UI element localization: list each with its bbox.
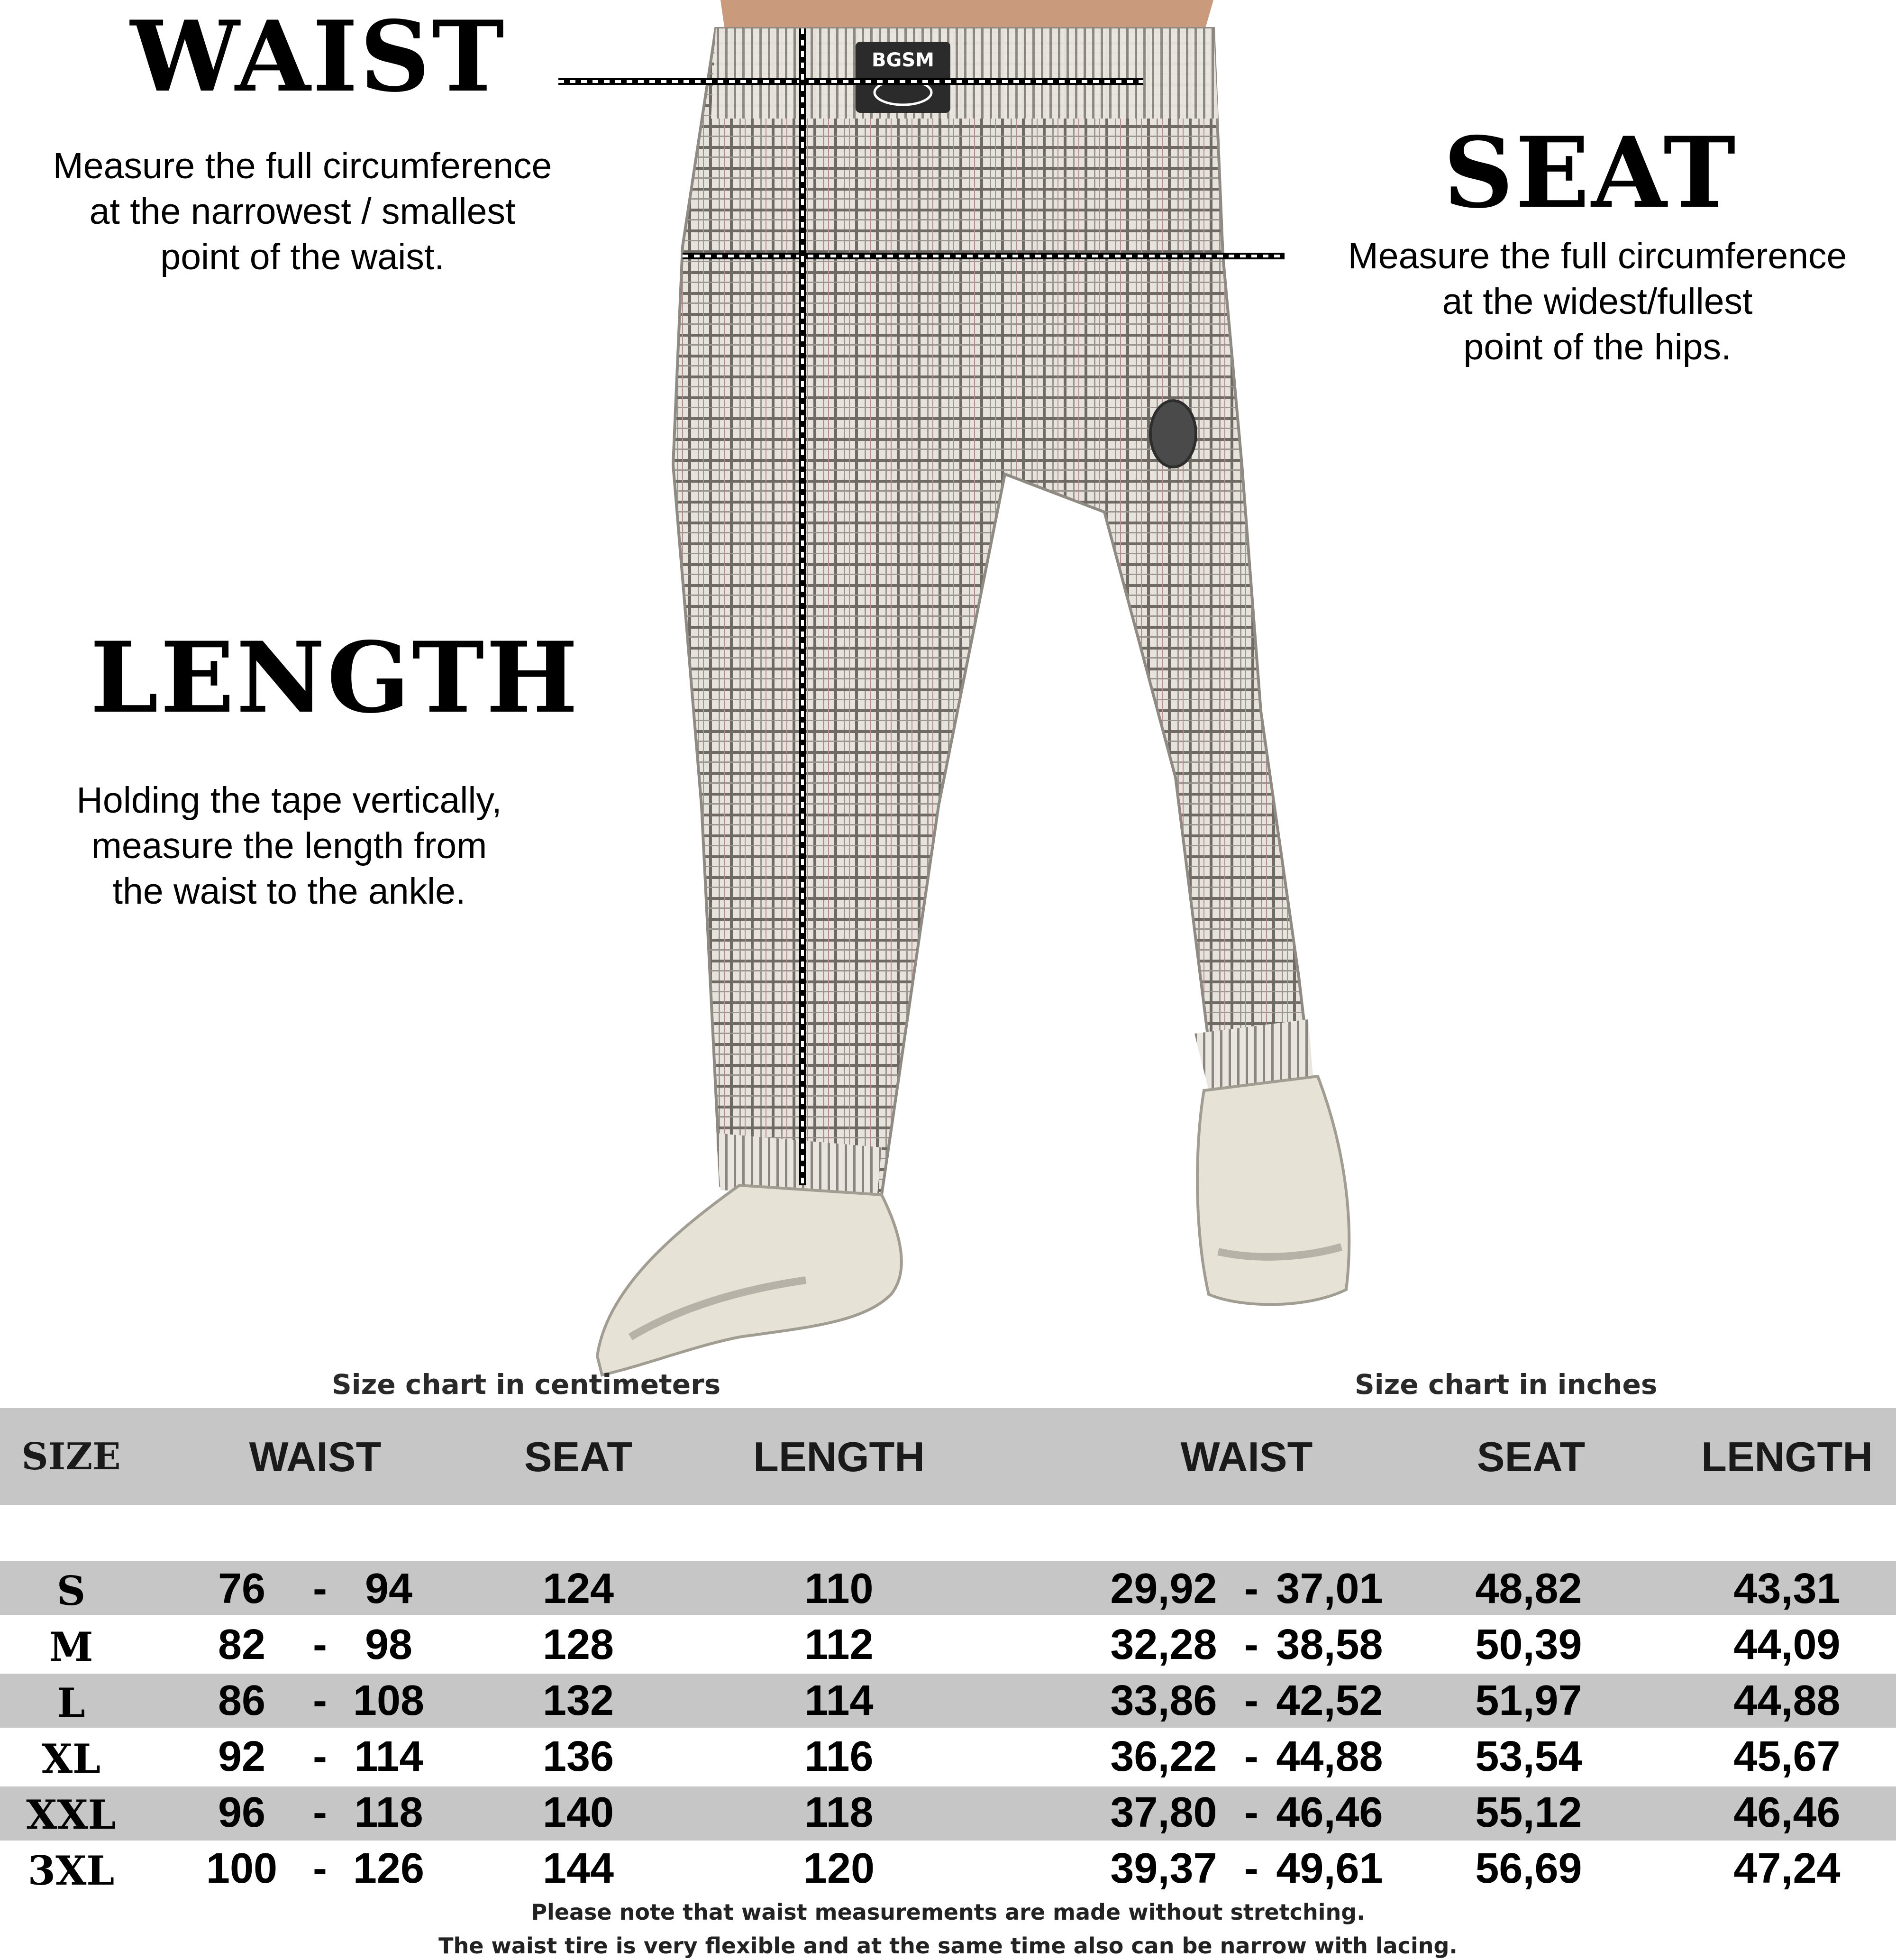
cm-waist-min: 96 [218, 1789, 266, 1836]
cm-seat: 124 [542, 1565, 614, 1612]
in-waist-max: 44,88 [1276, 1733, 1383, 1780]
in-seat: 56,69 [1475, 1845, 1582, 1892]
in-length: 44,88 [1733, 1677, 1841, 1724]
brand-patch [1150, 401, 1196, 467]
cm-seat: 144 [542, 1845, 614, 1892]
in-length: 45,67 [1733, 1733, 1841, 1780]
seat-description [1299, 233, 1896, 370]
size-cell: XL [41, 1735, 101, 1782]
in-waist-max: 42,52 [1276, 1677, 1383, 1724]
in-seat: 55,12 [1475, 1789, 1582, 1836]
waist-heading: WAIST [130, 0, 506, 114]
header-cm-seat: SEAT [524, 1433, 633, 1480]
in-seat: 48,82 [1475, 1565, 1582, 1612]
seat-description-line: at the widest/fullest [1442, 281, 1753, 322]
in-waist-min: 33,86 [1110, 1677, 1217, 1724]
cm-length: 112 [804, 1621, 874, 1668]
length-description-line: the waist to the ankle. [112, 871, 466, 912]
range-separator: - [1244, 1621, 1258, 1668]
range-separator: - [313, 1845, 327, 1892]
header-in-length: LENGTH [1701, 1433, 1873, 1480]
waist-description-line: at the narrowest / smallest [89, 191, 516, 232]
in-waist-max: 38,58 [1276, 1621, 1383, 1668]
table-row [0, 1732, 1896, 1786]
cm-waist-max: 118 [354, 1789, 423, 1836]
cm-length: 118 [804, 1789, 874, 1836]
right-sneaker [1197, 1076, 1349, 1304]
cm-seat: 136 [542, 1733, 614, 1780]
header-in-seat: SEAT [1477, 1433, 1586, 1480]
header-size: SIZE [21, 1435, 121, 1478]
cm-length: 114 [804, 1677, 874, 1724]
cm-seat: 128 [542, 1621, 614, 1668]
table-row [0, 1844, 1896, 1898]
footnote-stretching: Please note that waist measurements are made without stretching. [531, 1899, 1365, 1925]
header-cm-waist: WAIST [249, 1433, 382, 1480]
inch-chart-caption: Size chart in inches [1355, 1368, 1658, 1401]
seat-heading: SEAT [1443, 116, 1738, 230]
range-separator: - [1244, 1733, 1258, 1780]
size-cell: L [57, 1679, 85, 1726]
cm-seat: 140 [542, 1789, 614, 1836]
seat-description-line: point of the hips. [1463, 327, 1732, 367]
length-description [28, 778, 550, 914]
size-cell: XXL [26, 1791, 116, 1838]
cm-waist-min: 100 [206, 1845, 278, 1892]
range-separator: - [1244, 1845, 1258, 1892]
pants-body [673, 28, 1308, 1195]
cm-length: 120 [803, 1845, 875, 1892]
range-separator: - [313, 1677, 327, 1724]
cm-waist-max: 94 [365, 1565, 413, 1612]
in-waist-min: 29,92 [1110, 1565, 1217, 1612]
length-description-line: Holding the tape vertically, [76, 780, 502, 821]
in-length: 43,31 [1733, 1565, 1841, 1612]
waist-description-line: Measure the full circumference [53, 146, 552, 186]
range-separator: - [313, 1789, 327, 1836]
header-in-waist: WAIST [1180, 1433, 1313, 1480]
in-waist-min: 37,80 [1110, 1789, 1217, 1836]
in-waist-min: 39,37 [1110, 1845, 1217, 1892]
in-waist-min: 32,28 [1110, 1621, 1217, 1668]
range-separator: - [313, 1733, 327, 1780]
size-cell: M [49, 1623, 93, 1670]
range-separator: - [1244, 1565, 1258, 1612]
length-description-line: measure the length from [91, 825, 487, 866]
cm-waist-max: 126 [353, 1845, 425, 1892]
cm-seat: 132 [542, 1677, 614, 1724]
cm-waist-max: 98 [365, 1621, 413, 1668]
cm-length: 116 [804, 1733, 874, 1780]
in-waist-max: 46,46 [1276, 1789, 1383, 1836]
in-waist-min: 36,22 [1110, 1733, 1217, 1780]
header-cm-length: LENGTH [753, 1433, 925, 1480]
waist-description-line: point of the waist. [160, 237, 445, 277]
cm-waist-min: 76 [218, 1565, 266, 1612]
range-separator: - [1244, 1677, 1258, 1724]
length-heading: LENGTH [90, 621, 580, 735]
cm-waist-min: 92 [218, 1733, 266, 1780]
footnote-lacing: The waist tire is very flexible and at the same time also can be narrow with lacing. [438, 1933, 1458, 1959]
cm-chart-caption: Size chart in centimeters [332, 1368, 721, 1401]
brand-label-text: BGSM [872, 49, 934, 71]
in-length: 46,46 [1733, 1789, 1841, 1836]
range-separator: - [313, 1565, 327, 1612]
cm-waist-max: 114 [354, 1733, 423, 1780]
cm-waist-min: 86 [218, 1677, 266, 1724]
table-row [0, 1788, 1896, 1842]
in-waist-max: 37,01 [1276, 1565, 1383, 1612]
in-seat: 53,54 [1475, 1733, 1582, 1780]
left-sneaker [597, 1185, 902, 1375]
in-length: 44,09 [1733, 1621, 1841, 1668]
in-waist-max: 49,61 [1276, 1845, 1383, 1892]
table-row [0, 1565, 1896, 1619]
in-length: 47,24 [1733, 1845, 1841, 1892]
table-row [0, 1621, 1896, 1675]
table-row [0, 1676, 1896, 1731]
size-cell: S [56, 1567, 86, 1614]
seat-description-line: Measure the full circumference [1348, 236, 1847, 276]
range-separator: - [313, 1621, 327, 1668]
in-seat: 50,39 [1475, 1621, 1582, 1668]
cm-waist-min: 82 [218, 1621, 266, 1668]
in-seat: 51,97 [1475, 1677, 1582, 1724]
waist-description [0, 143, 605, 280]
cm-length: 110 [804, 1565, 874, 1612]
cm-waist-max: 108 [353, 1677, 425, 1724]
range-separator: - [1244, 1789, 1258, 1836]
size-cell: 3XL [27, 1847, 115, 1894]
